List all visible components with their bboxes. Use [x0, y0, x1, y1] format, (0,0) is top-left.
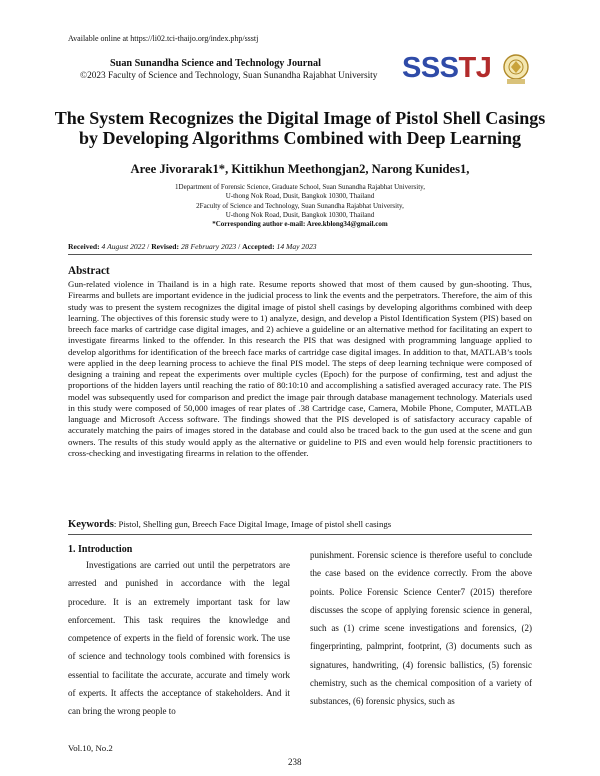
revised-date: 28 February 2023 [180, 242, 237, 251]
corresponding-author: *Corresponding author e-mail: Aree.kblong34@gmail.com [212, 220, 388, 229]
submission-dates: Received: 4 August 2022 / Revised: 28 February 2023 / Accepted: 14 May 2023 [68, 242, 317, 251]
received-label: Received: [68, 242, 100, 251]
affiliation-line: U-thong Nok Road, Dusit, Bangkok 10300, Thailand [225, 192, 375, 201]
title-line-1: The System Recognizes the Digital Image of Pistol Shell Casings [54, 108, 546, 128]
divider [68, 534, 532, 535]
paper-title [40, 108, 560, 148]
copyright-line: ©2023 Faculty of Science and Technology, Suan Sunandha Rajabhat University [80, 71, 378, 81]
affiliation-line: 1Department of Forensic Science, Graduate School, Suan Sunandha Rajabhat University, [175, 183, 425, 191]
accepted-label: Accepted: [242, 242, 275, 251]
intro-column-right: punishment. Forensic science is therefore useful to conclude the case based on the evidence correctly. From the above points. Police Forensic Science Center7 (2015) therefore discusses the scope of applying forensic science in general, such as (1) crime scene investigations and forensics, (2) fingerprinting, palmprint, footprint, (3) documents such as signatures, handwriting, (4) forensic ballistics, (5) forensic chemistry, such as the chemical composition of a variety of substances, (6) forensic physics, such as [310, 550, 532, 707]
journal-logo: SSSTJ [402, 52, 492, 84]
accepted-date: 14 May 2023 [276, 242, 317, 251]
divider [68, 254, 532, 255]
affiliation-line: U-thong Nok Road, Dusit, Bangkok 10300, Thailand [225, 210, 375, 219]
volume-info: Vol.10, No.2 [68, 743, 113, 753]
availability-line: Available online at https://li02.tci-thaijo.org/index.php/ssstj [68, 34, 259, 43]
journal-name: Suan Sunandha Science and Technology Journal [110, 58, 321, 69]
keywords-text: : Pistol, Shelling gun, Breech Face Digital Image, Image of pistol shell casings [113, 519, 392, 529]
affiliations [40, 183, 560, 229]
abstract-body: Gun-related violence in Thailand is in a high rate. Resume reports showed that most of them caused by gun-shooting. Thus, Firearms and bullets are important evidence in the judicial process to link the events and the perpetrators. Therefore, the aim of this study was to present the system recognizes the digital image of pistol shell casings by developing algorithms combined with deep learning. The objectives of this forensic study were to 1) analyze, design, and develop a Pistol Identification System (PIS) based on breech face marks of cartridge case digital images, and 2) achieve a guideline or an alternative method for facilitating an expert to investigate firearms linked to the offender. In this research the PIS that was designed with programming language applied to develop algorithms for identification of the breech face marks of cartridge case digital images. In addition to that, MATLAB’s tools were applied in the deep learning process to achieve the final PIS model. The steps of deep learning technique were composed of designing a training and repeat the experiments over multiple cycles (Epoch) for the purpose of confirming, test and adjust the proportions of the hidden layers until reaching the ratio of 80:10:10 and accomplishing a satisfied averaged accuracy rate. The PIS model was subsequently used for comparison and predict the image pair through database management technology. Materials used in this study were composed of 50,000 images of rear plates of .38 Cartridge case, Camera, Mobile Phone, Computer, MATLAB language and Microsoft Access software. The findings showed that the PIS developed is of satisfactory accuracy capable of accurately matching the pairs of images stored in the database and could also be traced back to the gun used at the scene and gun owners. The results of this study would apply as the alternative or guideline to PIS and even would help forensic practitioners to cross-checking and investigating firearms in relation to the offender. [68, 279, 532, 458]
intro-column-left: Investigations are carried out until the perpetrators are arrested and punished in accordance with the legal procedure. It is an extremely important task for law enforcement. This task requires the knowledge and competence of experts in the field of forensic work. The use of science and technology tools combined with forensics is essential to facilitate the accurate, accurate and timely work of experts. It affects the acceptance of stakeholders. And it can bring the wrong people to [68, 560, 290, 717]
title-line-2: by Developing Algorithms Combined with Deep Learning [78, 128, 522, 148]
revised-label: Revised: [151, 242, 180, 251]
abstract-heading: Abstract [68, 265, 110, 277]
section-heading-introduction: 1. Introduction [68, 544, 133, 555]
university-seal-icon [500, 52, 532, 86]
author-list: Aree Jivorarak1*, Kittikhun Meethongjan2, Narong Kunides1, [130, 162, 470, 176]
keywords-label: Keywords [68, 519, 114, 530]
page-number: 238 [288, 757, 302, 767]
received-date: 4 August 2022 [101, 242, 146, 251]
affiliation-line: 2Faculty of Science and Technology, Suan Sunandha Rajabhat University, [196, 201, 404, 210]
keywords [68, 519, 391, 530]
